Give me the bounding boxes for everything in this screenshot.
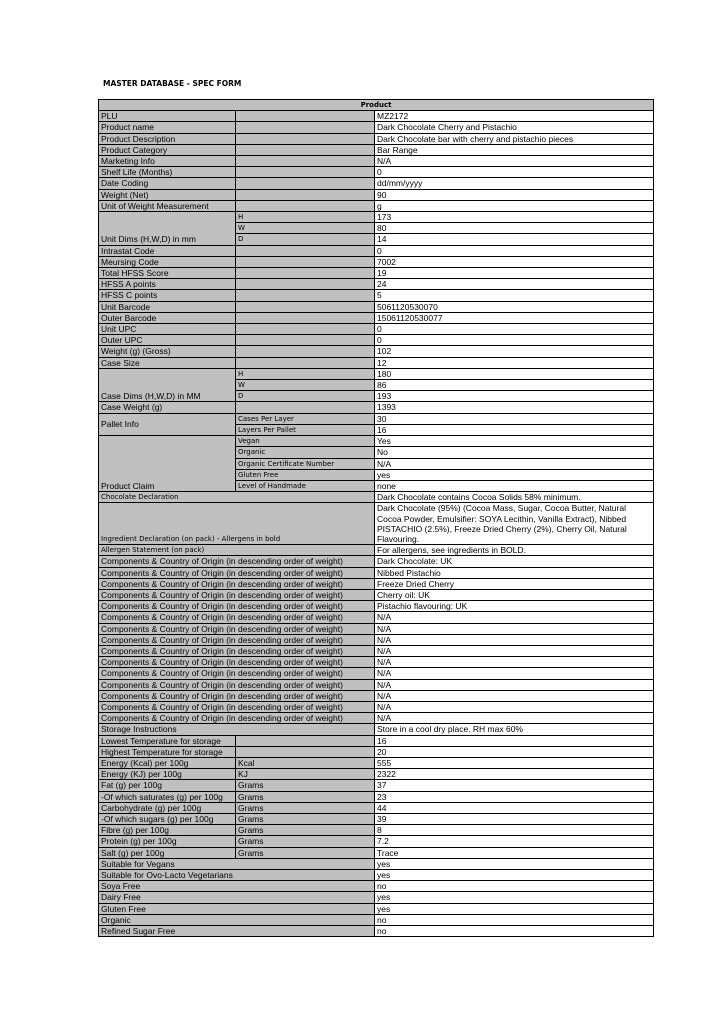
field-label: Intrastat Code [99, 245, 236, 256]
unit-cell: Grams [236, 791, 375, 802]
blank-cell [236, 335, 375, 346]
row-pallet-cases-per-layer [99, 413, 654, 424]
field-value: Dark Chocolate contains Cocoa Solids 58% minimum. [375, 492, 654, 503]
unit-cell: Grams [236, 836, 375, 847]
blank-cell [236, 189, 375, 200]
field-label: Pallet Info [99, 413, 236, 435]
field-label: Highest Temperature for storage [99, 746, 236, 757]
field-label: Allergen Statement (on pack) [99, 545, 375, 556]
field-value: yes [375, 892, 654, 903]
row-case-size [99, 357, 654, 368]
section-header: Product [99, 100, 654, 111]
field-label: -Of which sugars (g) per 100g [99, 814, 236, 825]
row-component [99, 713, 654, 724]
ingredient-line: Dark Chocolate (95%) (Cocoa Mass, Sugar, Cocoa Butter, Natural [377, 503, 626, 514]
field-value: 37 [375, 780, 654, 791]
row-product-name [99, 122, 654, 133]
field-value: N/A [375, 668, 654, 679]
field-label: Lowest Temperature for storage [99, 735, 236, 746]
row-unit-weight-measurement [99, 200, 654, 211]
field-label: Components & Country of Origin (in descending order of weight) [99, 623, 375, 634]
field-value: 7.2 [375, 836, 654, 847]
field-value: 16 [375, 424, 654, 435]
field-label: PLU [99, 111, 236, 122]
row-case-dims-h [99, 368, 654, 379]
field-label: Shelf Life (Months) [99, 167, 236, 178]
row-hfss-c [99, 290, 654, 301]
field-value: Pistachio flavouring: UK [375, 601, 654, 612]
field-label: HFSS C points [99, 290, 236, 301]
row-product-description [99, 133, 654, 144]
field-value: 19 [375, 268, 654, 279]
row-component [99, 589, 654, 600]
field-label: Components & Country of Origin (in descending order of weight) [99, 701, 375, 712]
row-highest-temp [99, 746, 654, 757]
field-label: Energy (KJ) per 100g [99, 769, 236, 780]
field-label: Storage Instructions [99, 724, 375, 735]
field-value: Trace [375, 847, 654, 858]
field-label: Components & Country of Origin (in descending order of weight) [99, 679, 375, 690]
row-suitability [99, 892, 654, 903]
row-component [99, 657, 654, 668]
row-product-category [99, 144, 654, 155]
field-value: 1393 [375, 402, 654, 413]
unit-cell: Grams [236, 802, 375, 813]
field-value: N/A [375, 156, 654, 167]
blank-cell [236, 357, 375, 368]
sub-label: Vegan [236, 436, 375, 447]
row-outer-barcode [99, 312, 654, 323]
field-label: Marketing Info [99, 156, 236, 167]
field-value: For allergens, see ingredients in BOLD. [375, 545, 654, 556]
field-label: Components & Country of Origin (in descending order of weight) [99, 567, 375, 578]
field-value: N/A [375, 623, 654, 634]
row-suitability [99, 870, 654, 881]
row-ingredient-declaration [99, 503, 654, 545]
unit-cell: Grams [236, 814, 375, 825]
field-value: 20 [375, 746, 654, 757]
field-value: 0 [375, 335, 654, 346]
field-label: Case Dims (H,W,D) in MM [99, 368, 236, 402]
row-allergen-statement [99, 545, 654, 556]
row-suitability [99, 914, 654, 925]
field-value: Cherry oil: UK [375, 589, 654, 600]
row-suitability [99, 858, 654, 869]
field-value: no [375, 881, 654, 892]
field-label: Components & Country of Origin (in descending order of weight) [99, 556, 375, 567]
ingredient-line: PISTACHIO (2.5%), Freeze Dried Cherry (2%), Cherry Oil, Natural [377, 523, 627, 534]
field-value: 24 [375, 279, 654, 290]
ingredients-value [375, 503, 654, 545]
row-claim-vegan [99, 436, 654, 447]
field-label: Case Weight (g) [99, 402, 236, 413]
spec-table [98, 99, 654, 937]
field-label: Components & Country of Origin (in descending order of weight) [99, 713, 375, 724]
row-storage-instructions [99, 724, 654, 735]
field-value: 2322 [375, 769, 654, 780]
field-label: Components & Country of Origin (in descending order of weight) [99, 690, 375, 701]
field-value: Dark Chocolate: UK [375, 556, 654, 567]
field-label: Components & Country of Origin (in descending order of weight) [99, 589, 375, 600]
field-label: Energy (Kcal) per 100g [99, 757, 236, 768]
field-value: N/A [375, 657, 654, 668]
field-value: 86 [375, 380, 654, 391]
row-suitability [99, 903, 654, 914]
row-intrastat-code [99, 245, 654, 256]
field-value: yes [375, 858, 654, 869]
field-label: Fat (g) per 100g [99, 780, 236, 791]
field-label: Unit UPC [99, 324, 236, 335]
field-value: 193 [375, 391, 654, 402]
field-value: N/A [375, 690, 654, 701]
sub-label: H [236, 212, 375, 223]
field-value: 30 [375, 413, 654, 424]
field-value: 0 [375, 167, 654, 178]
field-value: Store in a cool dry place. RH max 60% [375, 724, 654, 735]
blank-cell [236, 290, 375, 301]
field-value: yes [375, 469, 654, 480]
field-value: Nibbed Pistachio [375, 567, 654, 578]
field-value: N/A [375, 634, 654, 645]
row-nutrition [99, 847, 654, 858]
field-label: Components & Country of Origin (in descending order of weight) [99, 612, 375, 623]
blank-cell [236, 133, 375, 144]
field-value: Freeze Dried Cherry [375, 578, 654, 589]
field-value: Bar Range [375, 144, 654, 155]
field-value: N/A [375, 458, 654, 469]
field-value: Dark Chocolate bar with cherry and pistachio pieces [375, 133, 654, 144]
field-label: Product name [99, 122, 236, 133]
field-label: HFSS A points [99, 279, 236, 290]
sub-label: H [236, 368, 375, 379]
field-value: 12 [375, 357, 654, 368]
blank-cell [236, 268, 375, 279]
field-label: Total HFSS Score [99, 268, 236, 279]
row-nutrition [99, 802, 654, 813]
unit-cell: Grams [236, 825, 375, 836]
row-date-coding [99, 178, 654, 189]
sub-label: W [236, 380, 375, 391]
blank-cell [236, 122, 375, 133]
field-value: 14 [375, 234, 654, 245]
row-case-weight [99, 402, 654, 413]
field-label: Unit Barcode [99, 301, 236, 312]
field-value: N/A [375, 612, 654, 623]
row-plu [99, 111, 654, 122]
field-label: Meursing Code [99, 256, 236, 267]
field-label: -Of which saturates (g) per 100g [99, 791, 236, 802]
row-component [99, 612, 654, 623]
blank-cell [236, 324, 375, 335]
row-nutrition [99, 825, 654, 836]
field-value: no [375, 914, 654, 925]
field-value: dd/mm/yyyy [375, 178, 654, 189]
blank-cell [236, 402, 375, 413]
field-label: Components & Country of Origin (in descending order of weight) [99, 668, 375, 679]
field-value: 8 [375, 825, 654, 836]
field-value: 15061120530077 [375, 312, 654, 323]
blank-cell [236, 200, 375, 211]
blank-cell [236, 256, 375, 267]
row-suitability [99, 926, 654, 937]
row-nutrition [99, 769, 654, 780]
field-label: Refined Sugar Free [99, 926, 375, 937]
blank-cell [236, 312, 375, 323]
sub-label: Cases Per Layer [236, 413, 375, 424]
field-label: Dairy Free [99, 892, 375, 903]
row-outer-upc [99, 335, 654, 346]
field-value: Dark Chocolate Cherry and Pistachio [375, 122, 654, 133]
field-value: 7002 [375, 256, 654, 267]
field-value: 16 [375, 735, 654, 746]
row-component [99, 701, 654, 712]
sub-label: Gluten Free [236, 469, 375, 480]
field-value: N/A [375, 679, 654, 690]
row-component [99, 556, 654, 567]
sub-label: Layers Per Pallet [236, 424, 375, 435]
field-value: 5061120530070 [375, 301, 654, 312]
row-marketing-info [99, 156, 654, 167]
field-label: Components & Country of Origin (in descending order of weight) [99, 634, 375, 645]
field-label: Unit of Weight Measurement [99, 200, 236, 211]
row-lowest-temp [99, 735, 654, 746]
field-label: Outer Barcode [99, 312, 236, 323]
row-unit-dims-h [99, 212, 654, 223]
row-component [99, 601, 654, 612]
field-label: Fibre (g) per 100g [99, 825, 236, 836]
field-label: Product Description [99, 133, 236, 144]
unit-cell: Grams [236, 847, 375, 858]
field-label: Ingredient Declaration (on pack) - Allergens in bold [99, 503, 375, 545]
field-label: Suitable for Vegans [99, 858, 375, 869]
field-label: Weight (g) (Gross) [99, 346, 236, 357]
field-label: Outer UPC [99, 335, 236, 346]
blank-cell [236, 156, 375, 167]
field-value: No [375, 447, 654, 458]
unit-cell: Kcal [236, 757, 375, 768]
sub-label: Level of Handmade [236, 480, 375, 491]
row-chocolate-declaration [99, 492, 654, 503]
blank-cell [236, 144, 375, 155]
field-label: Suitable for Ovo-Lacto Vegetarians [99, 870, 375, 881]
field-label: Weight (Net) [99, 189, 236, 200]
row-component [99, 668, 654, 679]
row-meursing-code [99, 256, 654, 267]
row-total-hfss [99, 268, 654, 279]
field-value: no [375, 926, 654, 937]
field-label: Unit Dims (H,W,D) in mm [99, 212, 236, 246]
field-value: 44 [375, 802, 654, 813]
row-component [99, 578, 654, 589]
field-value: 173 [375, 212, 654, 223]
blank-cell [236, 167, 375, 178]
field-label: Salt (g) per 100g [99, 847, 236, 858]
field-label: Carbohydrate (g) per 100g [99, 802, 236, 813]
blank-cell [236, 735, 375, 746]
row-component [99, 567, 654, 578]
row-nutrition [99, 780, 654, 791]
field-value: 180 [375, 368, 654, 379]
blank-cell [236, 746, 375, 757]
ingredient-line: Cocoa Powder, Emulsifier: SOYA Lecithin, Vanilla Extract), Nibbed [377, 513, 627, 524]
row-nutrition [99, 814, 654, 825]
field-label: Date Coding [99, 178, 236, 189]
field-value: N/A [375, 645, 654, 656]
sub-label: D [236, 391, 375, 402]
field-value: 0 [375, 245, 654, 256]
row-nutrition [99, 757, 654, 768]
row-weight-net [99, 189, 654, 200]
row-unit-barcode [99, 301, 654, 312]
field-value: 102 [375, 346, 654, 357]
unit-cell: Grams [236, 780, 375, 791]
row-component [99, 679, 654, 690]
field-value: N/A [375, 701, 654, 712]
row-suitability [99, 881, 654, 892]
field-label: Components & Country of Origin (in descending order of weight) [99, 657, 375, 668]
blank-cell [236, 301, 375, 312]
blank-cell [236, 346, 375, 357]
row-component [99, 645, 654, 656]
sub-label: Organic Certificate Number [236, 458, 375, 469]
field-value: N/A [375, 713, 654, 724]
row-nutrition [99, 791, 654, 802]
row-shelf-life [99, 167, 654, 178]
field-value: MZ2172 [375, 111, 654, 122]
blank-cell [236, 279, 375, 290]
field-label: Protein (g) per 100g [99, 836, 236, 847]
field-label: Case Size [99, 357, 236, 368]
field-value: 23 [375, 791, 654, 802]
field-value: Yes [375, 436, 654, 447]
field-value: g [375, 200, 654, 211]
row-nutrition [99, 836, 654, 847]
field-value: yes [375, 903, 654, 914]
field-value: 555 [375, 757, 654, 768]
sub-label: W [236, 223, 375, 234]
field-label: Components & Country of Origin (in descending order of weight) [99, 578, 375, 589]
row-component [99, 690, 654, 701]
row-component [99, 634, 654, 645]
field-value: 5 [375, 290, 654, 301]
field-value: 90 [375, 189, 654, 200]
field-label: Soya Free [99, 881, 375, 892]
document-title: MASTER DATABASE - SPEC FORM [103, 79, 242, 88]
field-label: Organic [99, 914, 375, 925]
field-value: 39 [375, 814, 654, 825]
row-weight-gross [99, 346, 654, 357]
field-value: 80 [375, 223, 654, 234]
blank-cell [236, 178, 375, 189]
sub-label: D [236, 234, 375, 245]
row-hfss-a [99, 279, 654, 290]
unit-cell: KJ [236, 769, 375, 780]
field-value: none [375, 480, 654, 491]
field-label: Product Claim [99, 436, 236, 492]
field-value: 0 [375, 324, 654, 335]
row-unit-upc [99, 324, 654, 335]
blank-cell [236, 245, 375, 256]
field-label: Components & Country of Origin (in descending order of weight) [99, 601, 375, 612]
field-label: Chocolate Declaration [99, 492, 375, 503]
blank-cell [236, 111, 375, 122]
field-label: Gluten Free [99, 903, 375, 914]
row-component [99, 623, 654, 634]
field-value: yes [375, 870, 654, 881]
sub-label: Organic [236, 447, 375, 458]
field-label: Components & Country of Origin (in descending order of weight) [99, 645, 375, 656]
field-label: Product Category [99, 144, 236, 155]
ingredient-line: Flavouring. [377, 533, 420, 544]
